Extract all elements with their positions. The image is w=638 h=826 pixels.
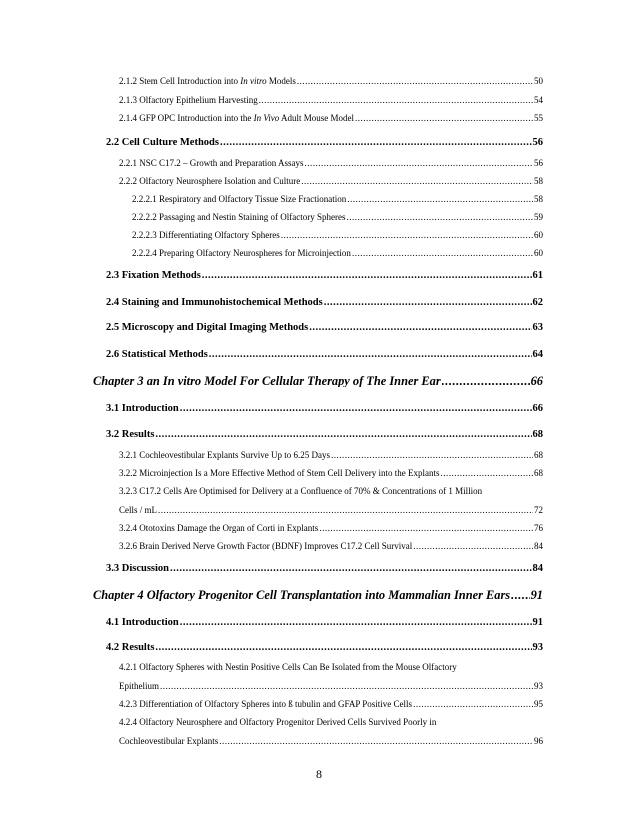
toc-entry-page: 58	[534, 195, 543, 204]
toc-entry	[119, 159, 543, 168]
toc-entry-page: 66	[530, 375, 543, 388]
toc-entry-page: 93	[532, 643, 543, 653]
toc-entry-page: 95	[534, 700, 543, 709]
toc-entry-title-continued: Cochleovestibular Explants	[119, 737, 219, 746]
toc-entry-title: 2.2.2.1 Respiratory and Olfactory Tissue Size Fractionation	[132, 195, 347, 204]
toc-entry-page: 50	[534, 77, 543, 86]
toc-entry-page: 55	[534, 114, 543, 123]
toc-entry	[119, 524, 543, 533]
toc-entry-title: 2.1.2 Stem Cell Introduction into In vitro Models	[119, 77, 296, 86]
toc-entry-title-continued: Cells / mL	[119, 506, 157, 515]
toc-entry	[106, 404, 543, 415]
toc-entry	[119, 682, 543, 691]
toc-entry-title: 2.2.2.3 Differentiating Olfactory Spheres	[132, 231, 280, 240]
toc-entry-title: 3.2.2 Microinjection Is a More Effective Method of Stem Cell Delivery into the Explants	[119, 469, 440, 478]
toc-entry-page: 68	[532, 430, 543, 440]
toc-entry-title: 4.2.4 Olfactory Neurosphere and Olfactory Progenitor Derived Cells Survived Poorly in	[119, 717, 437, 727]
toc-entry	[106, 643, 543, 654]
toc-entry-page: 56	[532, 138, 543, 148]
toc-entry-title: 3.1 Introduction	[106, 404, 179, 414]
toc-entry-title: 4.2.1 Olfactory Spheres with Nestin Positive Cells Can Be Isolated from the Mouse Olfactory	[119, 662, 457, 672]
toc-entry-title-continued: Epithelium	[119, 682, 159, 691]
toc-entry-title: 2.2.2.2 Passaging and Nestin Staining of Olfactory Spheres	[132, 213, 346, 222]
toc-entry-title: 4.2.3 Differentiation of Olfactory Spheres into ß tubulin and GFAP Positive Cells	[119, 700, 413, 709]
toc-entry	[132, 249, 543, 258]
toc-entry	[106, 430, 543, 441]
toc-entry-title: 2.3 Fixation Methods	[106, 271, 201, 281]
toc-entry-title: Chapter 3 an In vitro Model For Cellular Therapy of The Inner Ear	[93, 375, 441, 388]
toc-entry-page: 63	[532, 323, 543, 333]
toc-entry-page: 60	[534, 249, 543, 258]
toc-chapter-entry	[93, 375, 543, 387]
toc-entry-title: 3.2 Results	[106, 430, 155, 440]
toc-entry	[119, 451, 543, 460]
toc-entry	[119, 77, 543, 86]
toc-entry-title: 4.1 Introduction	[106, 618, 179, 628]
toc-entry	[119, 96, 543, 105]
toc-entry	[106, 564, 543, 575]
toc-entry	[106, 298, 543, 309]
toc-entry-page: 96	[534, 737, 543, 746]
toc-entry	[119, 700, 543, 709]
toc-entry	[106, 138, 543, 149]
toc-entry	[119, 737, 543, 746]
toc-entry-title: 2.2.2 Olfactory Neurosphere Isolation and Culture	[119, 177, 301, 186]
toc-entry	[119, 177, 543, 186]
toc-entry	[132, 213, 543, 222]
toc-entry-title: 2.2.2.4 Preparing Olfactory Neurospheres for Microinjection	[132, 249, 351, 258]
toc-entry-title: 3.3 Discussion	[106, 564, 170, 574]
toc-entry-page: 54	[534, 96, 543, 105]
toc-entry	[119, 542, 543, 551]
page-number: 8	[316, 767, 322, 781]
toc-entry	[119, 469, 543, 478]
toc-entry-page: 64	[532, 350, 543, 360]
toc-entry	[106, 323, 543, 334]
toc-entry-page: 93	[534, 682, 543, 691]
toc-entry-page: 61	[532, 271, 543, 281]
toc-entry-page: 91	[532, 618, 543, 628]
toc-entry-title: 3.2.6 Brain Derived Nerve Growth Factor (BDNF) Improves C17.2 Cell Survival	[119, 542, 413, 551]
toc-entry-page: 58	[534, 177, 543, 186]
toc-entry-title: Chapter 4 Olfactory Progenitor Cell Transplantation into Mammalian Inner Ears	[93, 589, 511, 602]
toc-entry-page: 60	[534, 231, 543, 240]
toc-entry-page: 68	[534, 469, 543, 478]
toc-entry-title: 2.5 Microscopy and Digital Imaging Methods	[106, 323, 309, 333]
toc-entry-title: 2.2.1 NSC C17.2 – Growth and Preparation Assays	[119, 159, 304, 168]
toc-entry-title: 2.2 Cell Culture Methods	[106, 138, 219, 148]
toc-entry-page: 66	[532, 404, 543, 414]
toc-entry-page: 68	[534, 451, 543, 460]
toc-entry-page: 62	[532, 298, 543, 308]
toc-entry-title: 3.2.1 Cochleovestibular Explants Survive Up to 6.25 Days	[119, 451, 330, 460]
toc-entry-title: 2.1.3 Olfactory Epithelium Harvesting	[119, 96, 258, 105]
toc-entry	[106, 618, 543, 629]
toc-entry	[106, 271, 543, 282]
toc-entry	[132, 195, 543, 204]
toc-entry-page: 91	[530, 589, 543, 602]
toc-entry	[119, 506, 543, 515]
toc-chapter-entry	[93, 589, 543, 601]
toc-entry-page: 76	[534, 524, 543, 533]
toc-entry-title: 2.4 Staining and Immunohistochemical Methods	[106, 298, 323, 308]
toc-entry-title: 2.1.4 GFP OPC Introduction into the In Vivo Adult Mouse Model	[119, 114, 355, 123]
toc-entry-title: 4.2 Results	[106, 643, 155, 653]
toc-entry-page: 84	[532, 564, 543, 574]
toc-entry-page: 84	[534, 542, 543, 551]
toc-entry	[119, 114, 543, 123]
toc-entry-title: 3.2.4 Ototoxins Damage the Organ of Corti in Explants	[119, 524, 319, 533]
toc-entry-title: 2.6 Statistical Methods	[106, 350, 208, 360]
toc-entry	[132, 231, 543, 240]
toc-entry	[106, 350, 543, 361]
toc-entry-page: 56	[534, 159, 543, 168]
toc-entry-page: 59	[534, 213, 543, 222]
toc-entry-page: 72	[534, 506, 543, 515]
toc-entry-title: 3.2.3 C17.2 Cells Are Optimised for Delivery at a Confluence of 70% & Concentrations of 1 Million	[119, 486, 483, 496]
